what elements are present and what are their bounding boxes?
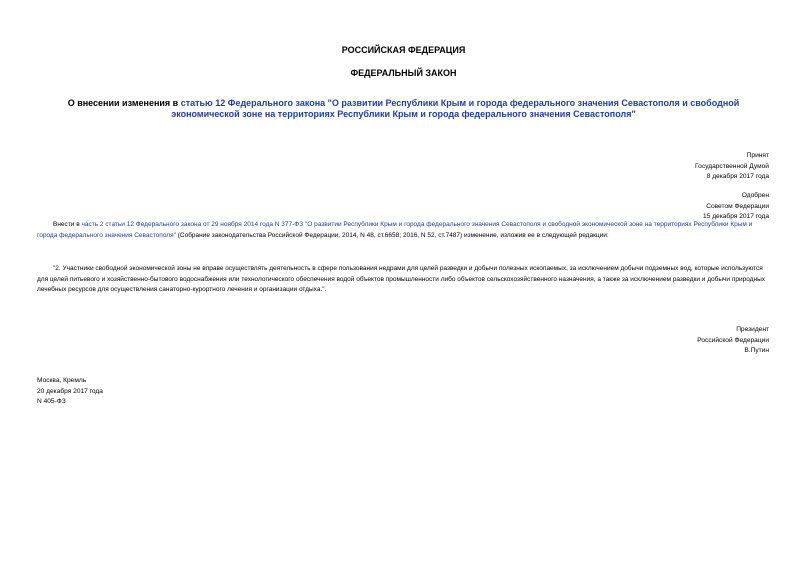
amendment-paragraph-start: Внести в xyxy=(53,221,82,228)
amendment-paragraph xyxy=(37,220,770,241)
signature-block xyxy=(697,325,769,357)
accepted-block xyxy=(695,151,769,183)
country-heading: РОССИЙСКАЯ ФЕДЕРАЦИЯ xyxy=(341,45,466,55)
new-text-paragraph: "2. Участники свободной экономической зоны не вправе осуществлять деятельность в сфере пользования недрами для целей разведки и добычи полезных ископаемых, за исключением добычи подземных вод, которые используются для целей питьевого и хозяйственно-бытового водоснабжения или технологического обеспечения водой объектов промышленности либо объектов сельскохозяйственного назначения, а также за исключением разведки и добычи природных лечебных ресурсов для осуществления санаторно-курортного лечения и организации отдыха.". xyxy=(37,265,766,293)
signing-place: Москва, Кремль xyxy=(37,377,87,384)
article-part-link[interactable]: часть 2 статьи 12 Федерального закона от 29 ноября 2014 года N 377-ФЗ xyxy=(81,221,304,228)
amendment-paragraph-end: (Собрание законодательства Российской Федерации, 2014, N 48, ст.6658; 2016, N 52, ст.7487) изменение, изложив ее в следующей редакции: xyxy=(175,231,609,239)
document-type-heading: ФЕДЕРАЛЬНЫЙ ЗАКОН xyxy=(350,68,457,78)
signing-date: 20 декабря 2017 года xyxy=(37,387,103,395)
approved-line-1: Одобрен xyxy=(741,192,769,199)
approved-line-2: Советом Федерации xyxy=(706,202,769,210)
law-title-prefix: О внесении изменения в xyxy=(67,98,181,108)
approved-block xyxy=(703,191,769,223)
law-name-link[interactable]: "О развитии Республики Крым и города федерального значения Севастополя и свободной экономической зоне на территориях Республики Крым и города федерального значения Севастополя" xyxy=(37,221,753,239)
law-number: N 405-ФЗ xyxy=(37,398,66,405)
accepted-date: 8 декабря 2017 года xyxy=(706,173,769,180)
signature-country: Российской Федерации xyxy=(697,336,769,344)
accepted-line-1: Принят xyxy=(746,152,769,159)
signature-name: В.Путин xyxy=(744,347,769,354)
approved-date: 15 декабря 2017 года xyxy=(703,213,769,220)
signing-footer xyxy=(37,376,103,408)
accepted-line-2: Государственной Думой xyxy=(695,162,769,170)
signature-title: Президент xyxy=(736,326,769,333)
law-title xyxy=(60,98,747,120)
law-title-link[interactable]: статью 12 Федерального закона "О развитии Республики Крым и города федерального значения Севастополя и свободной экономической зоне на территориях Республики Крым и города федерального значения Севастополя" xyxy=(171,98,740,119)
